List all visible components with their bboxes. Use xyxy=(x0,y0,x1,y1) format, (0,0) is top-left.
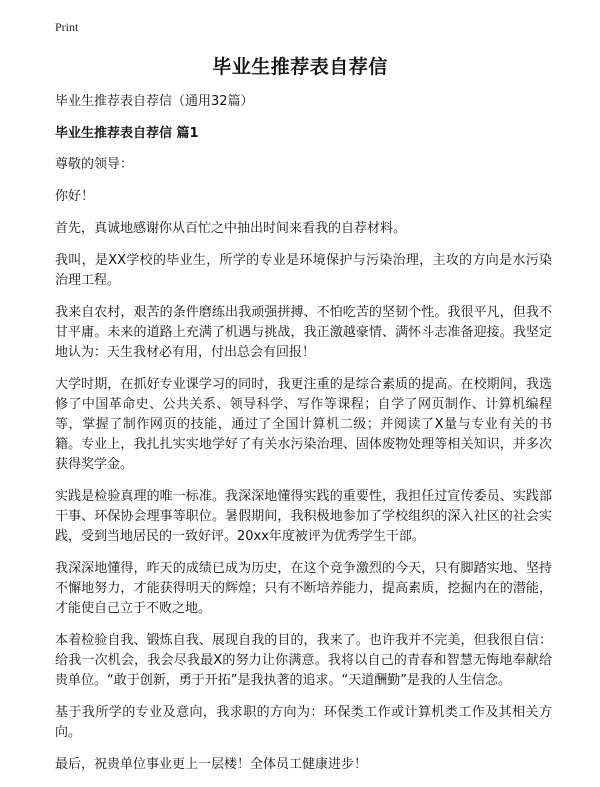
print-link[interactable]: Print xyxy=(55,20,79,34)
paragraph: 我来自农村，艰苦的条件磨练出我顽强拼搏、不怕吃苦的坚韧个性。我很平凡，但我不甘平庸。未来的道路上充满了机遇与挑战，我正激越豪情、满怀斗志准备迎接。我坚定地认为：天生我材必有用，付出总会有回报！ xyxy=(55,305,552,360)
paragraph: 大学时期，在抓好专业课学习的同时，我更注重的是综合素质的提高。在校期间，我选修了中国革命史、公共关系、领导科学、写作等课程；自学了网页制作、计算机编程等，掌握了制作网页的技能，通过了全国计算机二级；并阅读了X量与专业有关的书籍。专业上，我扎扎实实地学好了有关水污染治理、固体废物处理等相关知识，并多次获得奖学金。 xyxy=(55,377,552,472)
paragraph: 首先，真诚地感谢你从百忙之中抽出时间来看我的自荐材料。 xyxy=(55,221,407,236)
paragraph: 我深深地懂得，昨天的成绩已成为历史，在这个竞争激烈的今天，只有脚踏实地、坚持不懈地努力，才能获得明天的辉煌；只有不断培养能力，提高素质，挖掘内在的潜能，才能使自己立于不败之地。 xyxy=(55,561,552,616)
paragraph: 本着检验自我、锻炼自我、展现自我的目的，我来了。也许我并不完美，但我很自信：给我一次机会，我会尽我最X的努力让你满意。我将以自己的青春和智慧无悔地奉献给贵单位。“敢于创新，勇于开拓”是我执著的追求。“天道酬勤”是我的人生信念。 xyxy=(55,633,552,688)
section-heading: 毕业生推荐表自荐信 篇1 xyxy=(55,126,199,141)
paragraph: 实践是检验真理的唯一标准。我深深地懂得实践的重要性，我担任过宣传委员、实践部干事、环保协会理事等职位。暑假期间，我积极地参加了学校组织的深入社区的社会实践，受到当地居民的一致好评。20xx年度被评为优秀学生干部。 xyxy=(55,489,552,544)
document-body xyxy=(55,92,552,787)
paragraph: 我叫，是XX学校的毕业生，所学的专业是环境保护与污染治理，主攻的方向是水污染治理工程。 xyxy=(55,253,552,288)
closing-paragraph: 最后，祝贵单位事业更上一层楼！全体员工健康进步！ xyxy=(55,757,368,772)
document-title: 毕业生推荐表自荐信 xyxy=(212,56,388,78)
document-subtitle: 毕业生推荐表自荐信（通用32篇） xyxy=(55,94,254,109)
greeting: 你好！ xyxy=(55,189,95,204)
salutation: 尊敬的领导： xyxy=(55,157,134,172)
paragraph: 基于我所学的专业及意向，我求职的方向为：环保类工作或计算机类工作及其相关方向。 xyxy=(55,705,552,740)
